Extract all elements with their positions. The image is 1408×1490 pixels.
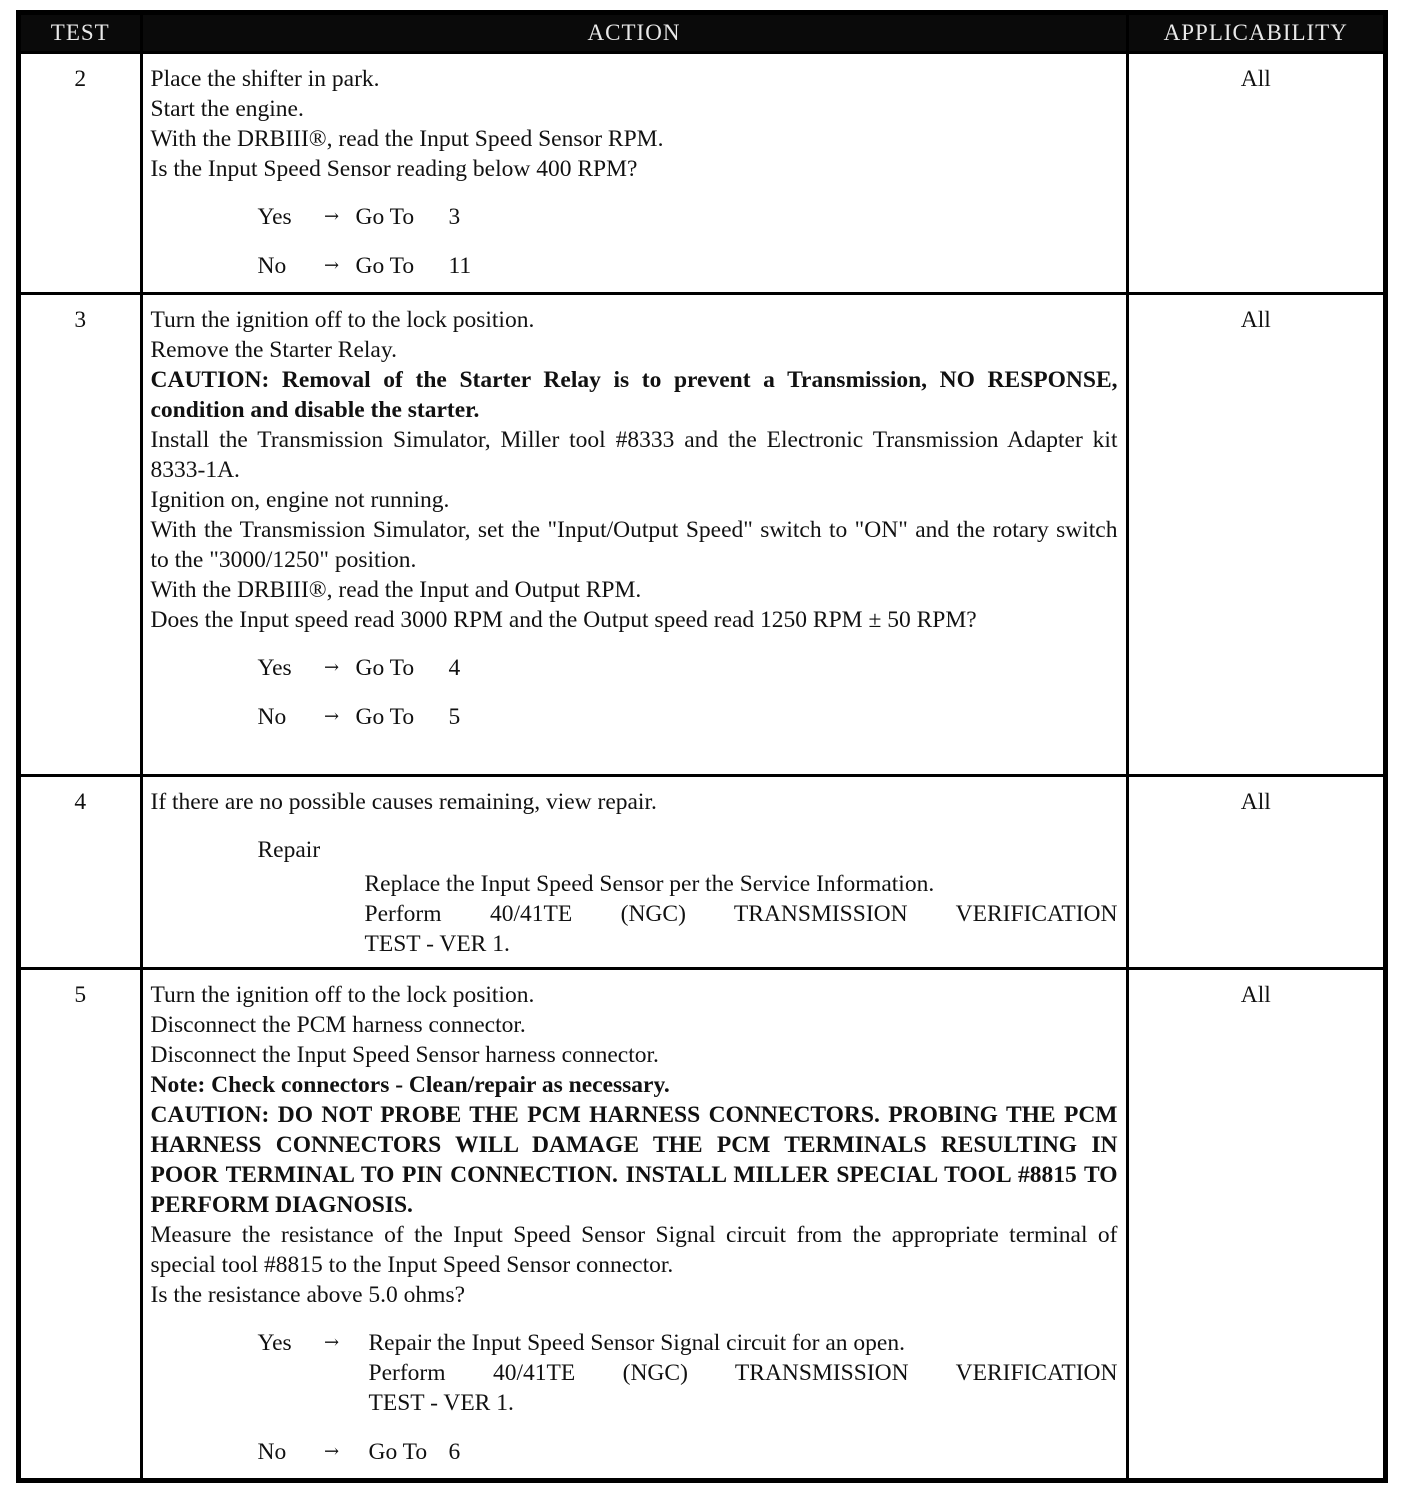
test-number: 4 (21, 776, 141, 969)
action-cell (141, 776, 1127, 969)
goto-label: Go To (355, 253, 415, 279)
action-line: With the Transmission Simulator, set the "Input/Output Speed" switch to "ON" and the rotary switch to the "3000/1250" position. (150, 517, 1118, 573)
header-row (21, 15, 1383, 53)
response-answer: Yes (257, 1330, 292, 1356)
goto-label: Go To (355, 655, 415, 681)
goto-label: Go To (368, 1439, 428, 1465)
test-row-3 (21, 294, 1383, 776)
arrow-right-icon: → (323, 206, 340, 227)
arrow-right-icon: → (323, 1441, 340, 1462)
test-row-5 (21, 969, 1383, 1479)
action-line: With the DRBIII®, read the Input and Output RPM. (150, 577, 642, 603)
applicability-cell: All (1127, 53, 1383, 294)
goto-target: 11 (448, 253, 472, 279)
test-number: 2 (21, 53, 141, 294)
response-answer: Yes (257, 204, 292, 230)
goto-label: Go To (355, 704, 415, 730)
repair-line: Replace the Input Speed Sensor per the Service Information. (364, 871, 935, 897)
action-cell (141, 969, 1127, 1479)
response-answer: No (257, 1439, 287, 1465)
action-question: Is the Input Speed Sensor reading below 400 RPM? (150, 156, 638, 182)
action-cell (141, 294, 1127, 776)
response-no (258, 702, 1118, 732)
response-yes (258, 202, 1118, 232)
action-line: Turn the ignition off to the lock position. (150, 982, 535, 1008)
applicability-cell: All (1127, 776, 1383, 969)
action-line: Install the Transmission Simulator, Miller tool #8333 and the Electronic Transmission Adapter kit 8333-1A. (150, 427, 1118, 483)
action-question: Does the Input speed read 3000 RPM and the Output speed read 1250 RPM ± 50 RPM? (150, 607, 977, 633)
caution-text: CAUTION: Removal of the Starter Relay is to prevent a Transmission, NO RESPONSE, condition and disable the starter. (150, 367, 1118, 423)
action-cell (141, 53, 1127, 294)
goto-label: Go To (355, 204, 415, 230)
diagnostic-test-table (16, 10, 1388, 1483)
repair-block (258, 869, 1118, 959)
note-text: Note: Check connectors - Clean/repair as necessary. (150, 1072, 670, 1098)
response-answer: No (257, 253, 287, 279)
goto-target: 5 (448, 704, 461, 730)
action-line: If there are no possible causes remaining, view repair. (150, 789, 657, 815)
response-line: Perform 40/41TE (NGC) TRANSMISSION VERIFICATION (368, 1360, 1118, 1386)
action-line: Disconnect the Input Speed Sensor harness connector. (150, 1042, 659, 1068)
test-row-2 (21, 53, 1383, 294)
response-answer: Yes (257, 655, 292, 681)
response-text (369, 1328, 1118, 1418)
arrow-right-icon: → (323, 255, 340, 276)
action-line: Remove the Starter Relay. (150, 337, 397, 363)
response-line: TEST - VER 1. (368, 1390, 514, 1416)
arrow-right-icon: → (323, 657, 340, 678)
action-line: With the DRBIII®, read the Input Speed Sensor RPM. (150, 126, 664, 152)
action-line: Disconnect the PCM harness connector. (150, 1012, 526, 1038)
test-table (21, 15, 1383, 1478)
response-yes (258, 653, 1118, 683)
responses (151, 653, 1118, 732)
test-number: 3 (21, 294, 141, 776)
arrow-right-icon: → (323, 1332, 340, 1353)
repair-line: TEST - VER 1. (364, 931, 510, 957)
action-line: Turn the ignition off to the lock position. (150, 307, 535, 333)
repair-body (365, 869, 1118, 959)
action-question: Is the resistance above 5.0 ohms? (150, 1282, 466, 1308)
response-line: Repair the Input Speed Sensor Signal circuit for an open. (368, 1330, 905, 1356)
responses (151, 202, 1118, 281)
header-applicability: APPLICABILITY (1127, 15, 1383, 53)
action-line: Ignition on, engine not running. (150, 487, 450, 513)
goto-target: 3 (448, 204, 461, 230)
caution-text: CAUTION: DO NOT PROBE THE PCM HARNESS CONNECTORS. PROBING THE PCM HARNESS CONNECTORS WILL DAMAGE THE PCM TERMINALS RESULTING IN POOR TERMINAL TO PIN CONNECTION. INSTALL MILLER SPECIAL TOOL #8815 TO PERFORM DIAGNOSIS. (150, 1102, 1118, 1218)
header-test: TEST (21, 15, 141, 53)
header-action: ACTION (141, 15, 1127, 53)
test-row-4 (21, 776, 1383, 969)
action-line: Place the shifter in park. (150, 66, 380, 92)
response-no (258, 1437, 1118, 1467)
applicability-cell: All (1127, 969, 1383, 1479)
repair-line: Perform 40/41TE (NGC) TRANSMISSION VERIFICATION (364, 901, 1118, 927)
repair-label: Repair (257, 837, 321, 863)
response-yes (258, 1328, 1118, 1418)
goto-target: 4 (448, 655, 461, 681)
test-number: 5 (21, 969, 141, 1479)
goto-target: 6 (448, 1439, 461, 1465)
applicability-cell: All (1127, 294, 1383, 776)
responses (151, 1328, 1118, 1467)
arrow-right-icon: → (323, 706, 340, 727)
action-line: Start the engine. (150, 96, 304, 122)
response-no (258, 251, 1118, 281)
action-line: Measure the resistance of the Input Speed Sensor Signal circuit from the appropriate terminal of special tool #8815 to the Input Speed Sensor connector. (150, 1222, 1118, 1278)
response-answer: No (257, 704, 287, 730)
